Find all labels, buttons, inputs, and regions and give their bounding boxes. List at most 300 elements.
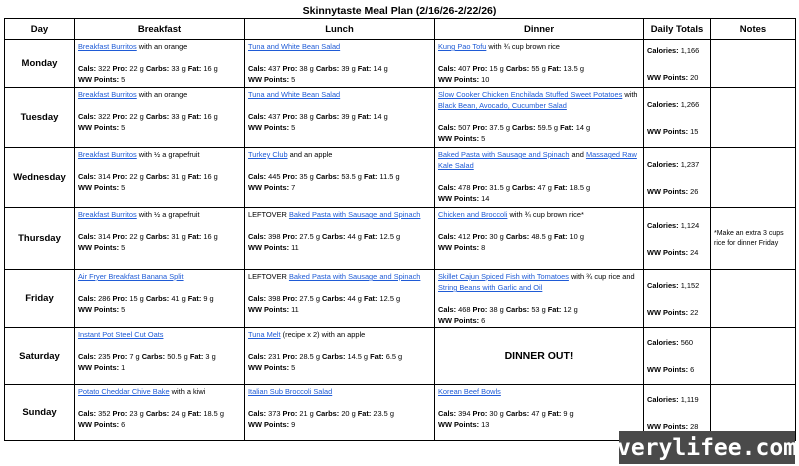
cals-value: 286 [96,294,111,303]
carbs-value: 31 g [169,172,186,181]
calories-label: Calories: [647,394,679,404]
ww-value: 11 [289,243,299,252]
daily-totals-cell [644,88,711,148]
dinner-recipe [438,386,640,397]
dinner-recipe-link[interactable]: Korean Beef Bowls [438,387,501,396]
pro-value: 23 g [127,409,144,418]
day-row [5,88,796,148]
carbs-label: Carbs: [322,232,346,241]
breakfast-cell [75,208,245,270]
fat-value: 16 g [201,112,218,121]
ww-label: WW Points: [78,420,120,429]
calories-value: 1,237 [678,159,700,169]
ww-label: WW Points: [647,307,689,317]
breakfast-recipe-link[interactable]: Instant Pot Steel Cut Oats [78,330,164,339]
breakfast-recipe [78,329,241,340]
lunch-recipe-link[interactable]: Italian Sub Broccoli Salad [248,387,333,396]
day-cell: Tuesday [5,88,75,148]
breakfast-cell [75,148,245,208]
ww-label: WW Points: [248,243,290,252]
fat-label: Fat: [189,352,204,361]
calories-label: Calories: [647,159,679,169]
fat-label: Fat: [553,183,568,192]
daily-totals-cell [644,208,711,270]
dinner-recipe-link[interactable]: Baked Pasta with Sausage and Spinach [438,150,570,159]
cals-value: 445 [266,172,281,181]
pro-label: Pro: [282,232,298,241]
macro-line [438,182,640,193]
ww-label: WW Points: [78,183,120,192]
page-title: Skinnytaste Meal Plan (2/16/26-2/22/26) [302,5,497,17]
fat-value: 14 g [573,123,591,132]
carbs-value: 55 g [529,64,546,73]
cals-label: Cals: [438,305,457,314]
cals-value: 231 [266,352,281,361]
ww-label: WW Points: [78,123,120,132]
breakfast-recipe [78,41,241,52]
macro-line [78,351,241,362]
macro-line [78,293,241,304]
ww-value: 24 [688,247,699,257]
carbs-value: 59.5 g [535,123,559,132]
pro-label: Pro: [282,64,298,73]
pro-value: 38 g [487,305,504,314]
ww-points-line [438,242,640,253]
carbs-value: 53 g [529,305,546,314]
breakfast-recipe-link[interactable]: Breakfast Burritos [78,90,137,99]
ww-label: WW Points: [248,305,290,314]
notes-cell [711,270,796,328]
calories-total [647,45,707,56]
ww-label: WW Points: [438,316,480,325]
fat-label: Fat: [363,232,378,241]
pro-value: 7 g [127,352,140,361]
carbs-value: 47 g [529,409,546,418]
calories-value: 1,119 [678,394,699,404]
lunch-recipe [248,271,431,282]
carbs-value: 24 g [169,409,186,418]
dinner-recipe-link[interactable]: Skillet Cajun Spiced Fish with Tomatoes [438,272,569,281]
header-daily-totals: Daily Totals [644,19,711,40]
cals-label: Cals: [438,123,457,132]
macro-line [438,304,640,315]
spacer [647,231,707,247]
cals-value: 437 [266,64,281,73]
cals-label: Cals: [78,409,97,418]
daily-totals-cell [644,328,711,385]
pro-label: Pro: [472,409,488,418]
cals-label: Cals: [78,112,97,121]
lunch-cell [245,208,435,270]
spacer [438,171,640,182]
dinner-recipe [438,41,640,52]
ww-points-line [438,74,640,85]
cals-label: Cals: [438,183,457,192]
macro-line [438,122,640,133]
pro-label: Pro: [112,294,128,303]
fat-label: Fat: [553,232,568,241]
carbs-value: 48.5 g [529,232,552,241]
fat-label: Fat: [357,64,372,73]
carbs-label: Carbs: [322,352,346,361]
spacer [248,340,431,351]
breakfast-side: with an orange [136,42,188,51]
day-cell: Wednesday [5,148,75,208]
breakfast-side: with an orange [136,90,188,99]
dinner-side-recipe-link[interactable]: Black Bean, Avocado, Cucumber Salad [438,101,567,110]
lunch-cell [245,148,435,208]
pro-label: Pro: [282,112,298,121]
pro-value: 27.5 g [297,294,320,303]
lunch-recipe-link[interactable]: Baked Pasta with Sausage and Spinach [288,210,421,219]
ww-value: 26 [688,186,699,196]
macro-line [248,111,431,122]
breakfast-cell [75,270,245,328]
day-row [5,270,796,328]
header-lunch: Lunch [245,19,435,40]
spacer [647,110,707,126]
calories-value: 1,266 [678,99,700,109]
dinner-cell [435,88,644,148]
fat-label: Fat: [187,172,202,181]
fat-value: 9 g [561,409,574,418]
carbs-label: Carbs: [505,409,530,418]
ww-points-line [438,315,640,326]
ww-value: 15 [688,126,699,136]
calories-label: Calories: [647,220,679,230]
spacer [248,397,431,408]
meal-plan-body [5,40,796,441]
fat-value: 16 g [201,232,218,241]
carbs-label: Carbs: [315,112,340,121]
ww-value: 5 [289,123,296,132]
ww-value: 8 [479,243,486,252]
carbs-value: 20 g [339,409,356,418]
dinner-cell [435,40,644,88]
dinner-side: with [622,90,638,99]
ww-points-line [248,122,431,133]
lunch-recipe-link[interactable]: Baked Pasta with Sausage and Spinach [288,272,421,281]
ww-label: WW Points: [647,421,689,431]
ww-label: WW Points: [438,194,480,203]
header-day: Day [5,19,75,40]
lunch-recipe-link[interactable]: Tuna and White Bean Salad [248,42,341,51]
fat-value: 14 g [371,112,388,121]
lunch-recipe-link[interactable]: Turkey Club [248,150,288,159]
carbs-label: Carbs: [145,64,170,73]
ww-label: WW Points: [438,75,480,84]
dinner-recipe-link[interactable]: Slow Cooker Chicken Enchilada Stuffed Sweet Potatoes [438,90,623,99]
cals-value: 412 [456,232,471,241]
pro-label: Pro: [472,183,488,192]
pro-label: Pro: [282,294,298,303]
cals-label: Cals: [248,232,267,241]
pro-value: 22 g [127,232,144,241]
calories-label: Calories: [647,45,679,55]
calories-total [647,337,707,348]
ww-value: 5 [289,363,296,372]
carbs-label: Carbs: [512,183,536,192]
lunch-prefix: LEFTOVER [248,210,289,219]
pro-value: 38 g [297,112,314,121]
fat-label: Fat: [363,294,378,303]
pro-value: 22 g [127,112,144,121]
fat-value: 10 g [567,232,584,241]
calories-value: 1,124 [678,220,700,230]
fat-label: Fat: [547,64,562,73]
fat-value: 3 g [203,352,216,361]
spacer [248,282,431,293]
dinner-cell [435,270,644,328]
ww-value: 1 [119,363,126,372]
fat-label: Fat: [187,112,202,121]
dinner-recipe [438,89,640,111]
macro-line [248,63,431,74]
pro-label: Pro: [112,64,128,73]
ww-label: WW Points: [647,247,689,257]
ww-total [647,126,707,137]
fat-value: 9 g [201,294,214,303]
ww-points-line [78,74,241,85]
day-row [5,208,796,270]
breakfast-recipe-link[interactable]: Breakfast Burritos [78,42,137,51]
fat-value: 18.5 g [201,409,224,418]
breakfast-cell [75,88,245,148]
dinner-side-recipe-link[interactable]: String Beans with Garlic and Oil [438,283,543,292]
breakfast-recipe-link[interactable]: Breakfast Burritos [78,210,137,219]
day-row [5,328,796,385]
carbs-label: Carbs: [145,112,170,121]
pro-value: 21 g [297,409,314,418]
fat-label: Fat: [547,409,562,418]
lunch-cell [245,88,435,148]
cals-label: Cals: [248,112,267,121]
carbs-value: 41 g [169,294,186,303]
cals-label: Cals: [248,294,267,303]
cals-label: Cals: [248,409,267,418]
pro-label: Pro: [472,305,488,314]
header-row [5,19,796,40]
lunch-recipe-link[interactable]: Tuna and White Bean Salad [248,90,341,99]
spacer [248,160,431,171]
pro-value: 31.5 g [487,183,510,192]
carbs-value: 44 g [345,232,362,241]
day-cell: Thursday [5,208,75,270]
calories-label: Calories: [647,280,679,290]
cals-label: Cals: [78,232,97,241]
lunch-recipe [248,89,431,100]
dinner-recipe [438,271,640,293]
dinner-side: with ¾ cup rice and [568,272,635,281]
pro-value: 22 g [127,172,144,181]
carbs-label: Carbs: [505,232,530,241]
cals-label: Cals: [78,352,97,361]
ww-value: 11 [289,305,299,314]
notes-cell [711,88,796,148]
ww-label: WW Points: [248,420,290,429]
breakfast-recipe [78,149,241,160]
ww-label: WW Points: [248,75,290,84]
breakfast-recipe-link[interactable]: Air Fryer Breakfast Banana Split [78,272,184,281]
ww-label: WW Points: [438,243,480,252]
fat-label: Fat: [187,232,202,241]
fat-label: Fat: [357,409,372,418]
cals-value: 398 [266,294,281,303]
breakfast-recipe [78,271,241,282]
fat-value: 16 g [201,172,218,181]
ww-value: 13 [479,420,490,429]
dinner-side: with ¾ cup brown rice* [507,210,584,219]
breakfast-recipe [78,386,241,397]
lunch-cell [245,385,435,441]
fat-label: Fat: [187,409,202,418]
ww-value: 5 [119,243,126,252]
ww-value: 5 [119,183,126,192]
carbs-label: Carbs: [315,172,340,181]
dinner-recipe-link[interactable]: Chicken and Broccoli [438,210,508,219]
cals-value: 373 [266,409,281,418]
spacer [78,340,241,351]
ww-label: WW Points: [248,183,290,192]
dinner-recipe-link[interactable]: Kung Pao Tofu [438,42,487,51]
carbs-label: Carbs: [145,409,170,418]
ww-points-line [78,419,241,430]
cals-label: Cals: [78,294,97,303]
cals-value: 478 [456,183,471,192]
cals-value: 235 [96,352,111,361]
cals-value: 314 [96,172,111,181]
macro-line [248,231,431,242]
lunch-prefix: LEFTOVER [248,272,289,281]
lunch-cell [245,40,435,88]
cals-label: Cals: [248,172,267,181]
spacer [647,56,707,72]
ww-value: 9 [289,420,296,429]
cals-label: Cals: [438,232,457,241]
dinner-side: with ¾ cup brown rice [486,42,560,51]
calories-total [647,159,707,170]
day-cell: Monday [5,40,75,88]
ww-value: 5 [119,75,126,84]
cals-value: 507 [456,123,471,132]
pro-value: 27.5 g [297,232,320,241]
pro-label: Pro: [282,172,298,181]
spacer [647,348,707,364]
macro-line [78,63,241,74]
ww-points-line [248,304,431,315]
day-cell: Saturday [5,328,75,385]
day-cell: Friday [5,270,75,328]
fat-value: 12.5 g [377,232,401,241]
ww-total [647,421,707,432]
day-cell: Sunday [5,385,75,441]
lunch-recipe [248,329,431,340]
ww-total [647,247,707,258]
fat-value: 14 g [371,64,388,73]
ww-label: WW Points: [78,243,120,252]
spacer [78,220,241,231]
pro-value: 38 g [297,64,314,73]
carbs-value: 33 g [169,112,186,121]
pro-value: 30 g [487,409,504,418]
spacer [78,282,241,293]
day-row [5,148,796,208]
lunch-side: (recipe x 2) with an apple [280,330,366,339]
cals-value: 398 [266,232,281,241]
ww-value: 22 [688,307,699,317]
fat-label: Fat: [560,123,574,132]
cals-label: Cals: [438,409,457,418]
spacer [647,405,707,421]
ww-label: WW Points: [438,420,480,429]
breakfast-recipe-link[interactable]: Potato Cheddar Chive Bake [78,387,170,396]
spacer [248,52,431,63]
calories-value: 1,152 [678,280,700,290]
carbs-label: Carbs: [145,232,170,241]
pro-label: Pro: [112,232,128,241]
pro-label: Pro: [282,409,298,418]
pro-value: 37.5 g [487,123,510,132]
pro-value: 15 g [487,64,504,73]
ww-points-line [78,304,241,315]
fat-value: 16 g [201,64,218,73]
dinner-side-recipe-link[interactable]: Massaged Raw Kale Salad [438,150,637,170]
lunch-recipe [248,41,431,52]
ww-value: 5 [289,75,296,84]
ww-points-line [438,133,640,144]
carbs-value: 44 g [345,294,362,303]
pro-value: 15 g [127,294,144,303]
lunch-cell [245,328,435,385]
carbs-label: Carbs: [315,64,340,73]
dinner-cell [435,148,644,208]
calories-label: Calories: [647,99,679,109]
spacer [438,111,640,122]
ww-value: 14 [479,194,490,203]
lunch-recipe [248,386,431,397]
lunch-recipe-link[interactable]: Tuna Melt [248,330,281,339]
carbs-label: Carbs: [145,294,170,303]
ww-value: 6 [119,420,126,429]
header-notes: Notes [711,19,796,40]
ww-label: WW Points: [647,365,689,374]
cals-label: Cals: [438,64,457,73]
spacer [438,220,640,231]
day-row [5,40,796,88]
cals-value: 322 [96,112,111,121]
ww-points-line [78,182,241,193]
ww-total [647,364,707,375]
ww-label: WW Points: [248,363,290,372]
daily-totals-cell [644,148,711,208]
pro-label: Pro: [472,123,488,132]
ww-value: 5 [479,134,486,143]
daily-totals-cell [644,40,711,88]
calories-label: Calories: [647,338,679,347]
ww-label: WW Points: [78,75,120,84]
macro-line [78,231,241,242]
ww-value: 10 [479,75,490,84]
ww-points-line [78,242,241,253]
dinner-cell [435,385,644,441]
breakfast-recipe-link[interactable]: Breakfast Burritos [78,150,137,159]
ww-total [647,307,707,318]
breakfast-side: with ½ a grapefruit [136,210,200,219]
cals-value: 314 [96,232,111,241]
fat-label: Fat: [187,64,202,73]
fat-value: 12.5 g [377,294,401,303]
ww-label: WW Points: [438,134,480,143]
